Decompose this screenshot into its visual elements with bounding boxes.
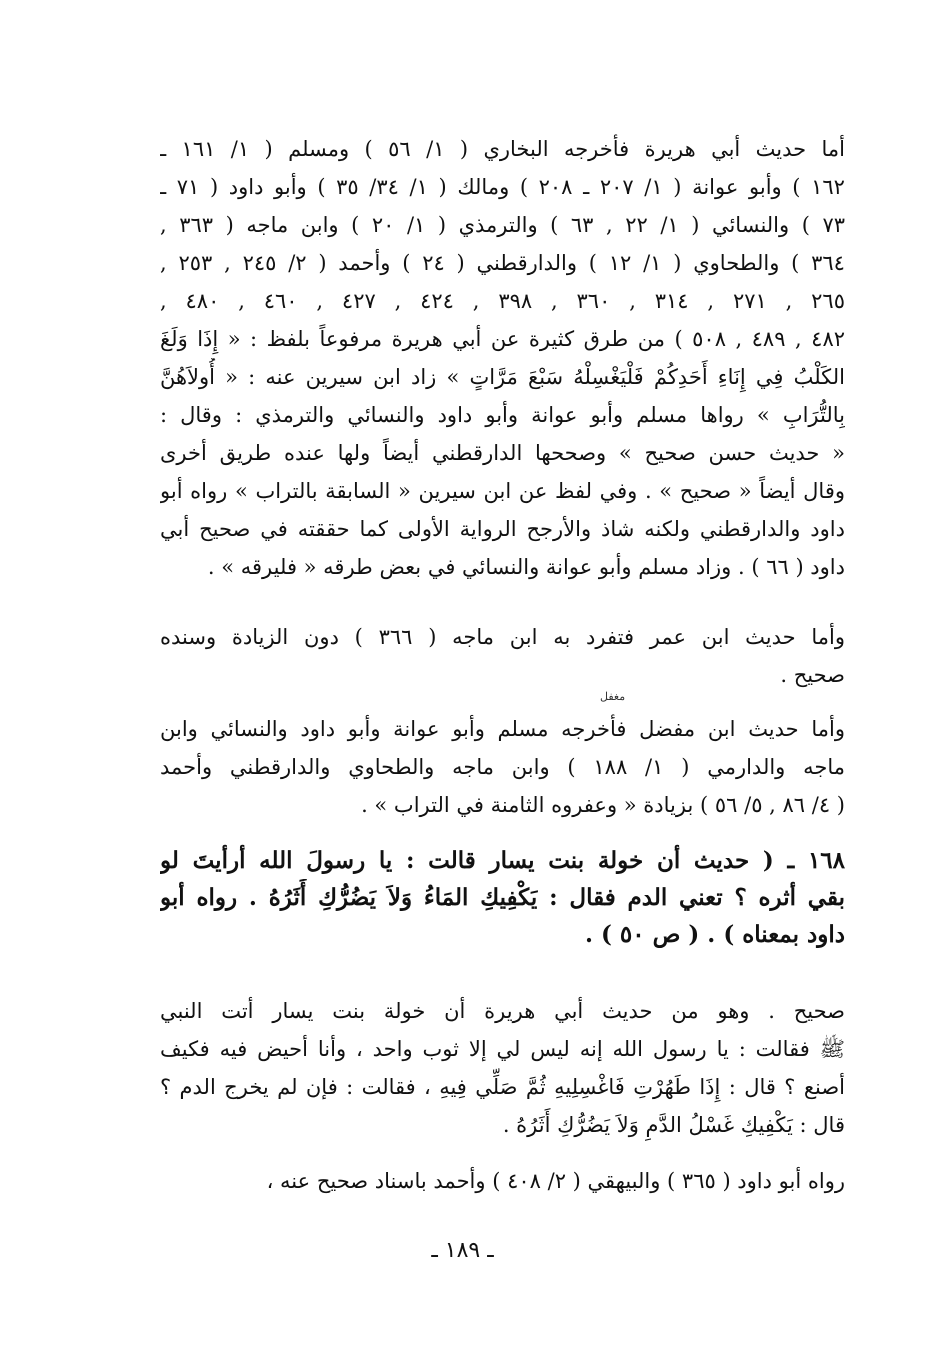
text-line: وأما حديث ابن عمر فتفرد به ابن ماجه ( ٣٦٦ ) دون الزيادة وسنده xyxy=(160,625,845,649)
text-line: بِالتُّرَابِ » رواها مسلم وأبو عوانة وأبو داود والنسائي والترمذي : وقال : xyxy=(160,403,845,427)
text-line: الكَلْبُ فِي إِنَاءِ أَحَدِكُمْ فَلْيَغْسِلْهُ سَبْعَ مَرَّاتٍ » زاد ابن سيرين عنه : « أُولاَهُنَّ xyxy=(160,365,845,389)
hadith-line: ١٦٨ ـ ( حديث أن خولة بنت يسار قالت : يا رسولَ الله أرأيتَ لو xyxy=(160,847,845,874)
text-line: ٧٣ ) والنسائي ( ١/ ٢٢ , ٦٣ ) والترمذي ( ١/ ٢٠ ) وابن ماجه ( ٣٦٣ , xyxy=(160,213,845,237)
marginal-handwritten-mark: مغفل xyxy=(600,690,626,703)
text-line: ( ٤/ ٨٦ , ٥/ ٥٦ ) بزيادة « وعفروه الثامنة في التراب » . xyxy=(361,793,845,817)
paragraph-abu-hurayra xyxy=(160,130,845,586)
hadith-line: بقي أثره ؟ تعني الدم فقال : يَكْفِيكِ المَاءُ وَلاَ يَضُرُّكِ أَثَرُهُ . رواه أبو xyxy=(160,884,845,911)
text-line: داود والدارقطني ولكنه شاذ والأرجح الرواية الأولى كما حققته في صحيح أبي xyxy=(160,517,845,541)
text-line: ١٦٢ ) وأبو عوانة ( ١/ ٢٠٧ ـ ٢٠٨ ) ومالك ( ١/ ٣٤/ ٣٥ ) وأبو داود ( ٧١ ـ xyxy=(160,175,845,199)
paragraph-narration xyxy=(160,1162,845,1200)
text-line: رواه أبو داود ( ٣٦٥ ) والبيهقي ( ٢/ ٤٠٨ ) وأحمد باسناد صحيح عنه ، xyxy=(266,1169,845,1193)
text-line: وأما حديث ابن مفضل فأخرجه مسلم وأبو عوانة وأبو داود والنسائي وابن xyxy=(160,717,845,741)
text-line: وقال أيضاً « صحيح » . وفي لفظ عن ابن سيرين « السابقة بالتراب » رواه أبو xyxy=(160,479,845,503)
paragraph-ibn-mughaffal xyxy=(160,710,845,824)
paragraph-grading xyxy=(160,992,845,1144)
paragraph-ibn-umar xyxy=(160,618,845,694)
text-line: ماجه والدارمي ( ١/ ١٨٨ ) وابن ماجه والطحاوي والدارقطني وأحمد xyxy=(160,755,845,779)
page-number: ـ ١٨٩ ـ xyxy=(431,1238,494,1263)
text-line: ٣٦٤ ) والطحاوي ( ١/ ١٢ ) والدارقطني ( ٢٤ ) وأحمد ( ٢/ ٢٤٥ , ٢٥٣ , xyxy=(160,251,845,275)
hadith-168 xyxy=(160,842,845,953)
text-line: ٢٦٥ , ٢٧١ , ٣١٤ , ٣٦٠ , ٣٩٨ , ٤٢٤ , ٤٢٧ , ٤٦٠ , ٤٨٠ , xyxy=(160,289,845,313)
text-line: قال : يَكْفِيكِ غَسْلُ الدَّمِ وَلاَ يَضُرُّكِ أَثَرُهُ . xyxy=(502,1113,845,1137)
text-line: صحيح . xyxy=(780,663,845,687)
text-line: ٤٨٢ , ٤٨٩ , ٥٠٨ ) من طرق كثيرة عن أبي هريرة مرفوعاً بلفظ : « إِذَا وَلَغَ xyxy=(160,327,845,351)
text-line: أصنع ؟ قال : إِذَا طَهُرْتِ فَاغْسِلِيهِ ثُمَّ صَلِّي فِيهِ ، فقالت : فإن لم يخرج الدم ؟ xyxy=(160,1075,845,1099)
text-line: داود ( ٦٦ ) . وزاد مسلم وأبو عوانة والنسائي في بعض طرقه « فليرقه » . xyxy=(207,555,845,579)
hadith-line: داود بمعناه ) . ( ص ٥٠ ) . xyxy=(584,921,845,948)
text-line: صحيح . وهو من حديث أبي هريرة أن خولة بنت يسار أتت النبي xyxy=(160,999,845,1023)
text-line: « حديث حسن صحيح » وصححها الدارقطني أيضاً ولها عنده طريق أخرى xyxy=(160,441,845,465)
text-line: ﷺ فقالت : يا رسول الله إنه ليس لي إلا ثوب واحد ، وأنا أحيض فيه فكيف xyxy=(160,1037,845,1061)
text-line: أما حديث أبي هريرة فأخرجه البخاري ( ١/ ٥٦ ) ومسلم ( ١/ ١٦١ ـ xyxy=(160,137,845,161)
